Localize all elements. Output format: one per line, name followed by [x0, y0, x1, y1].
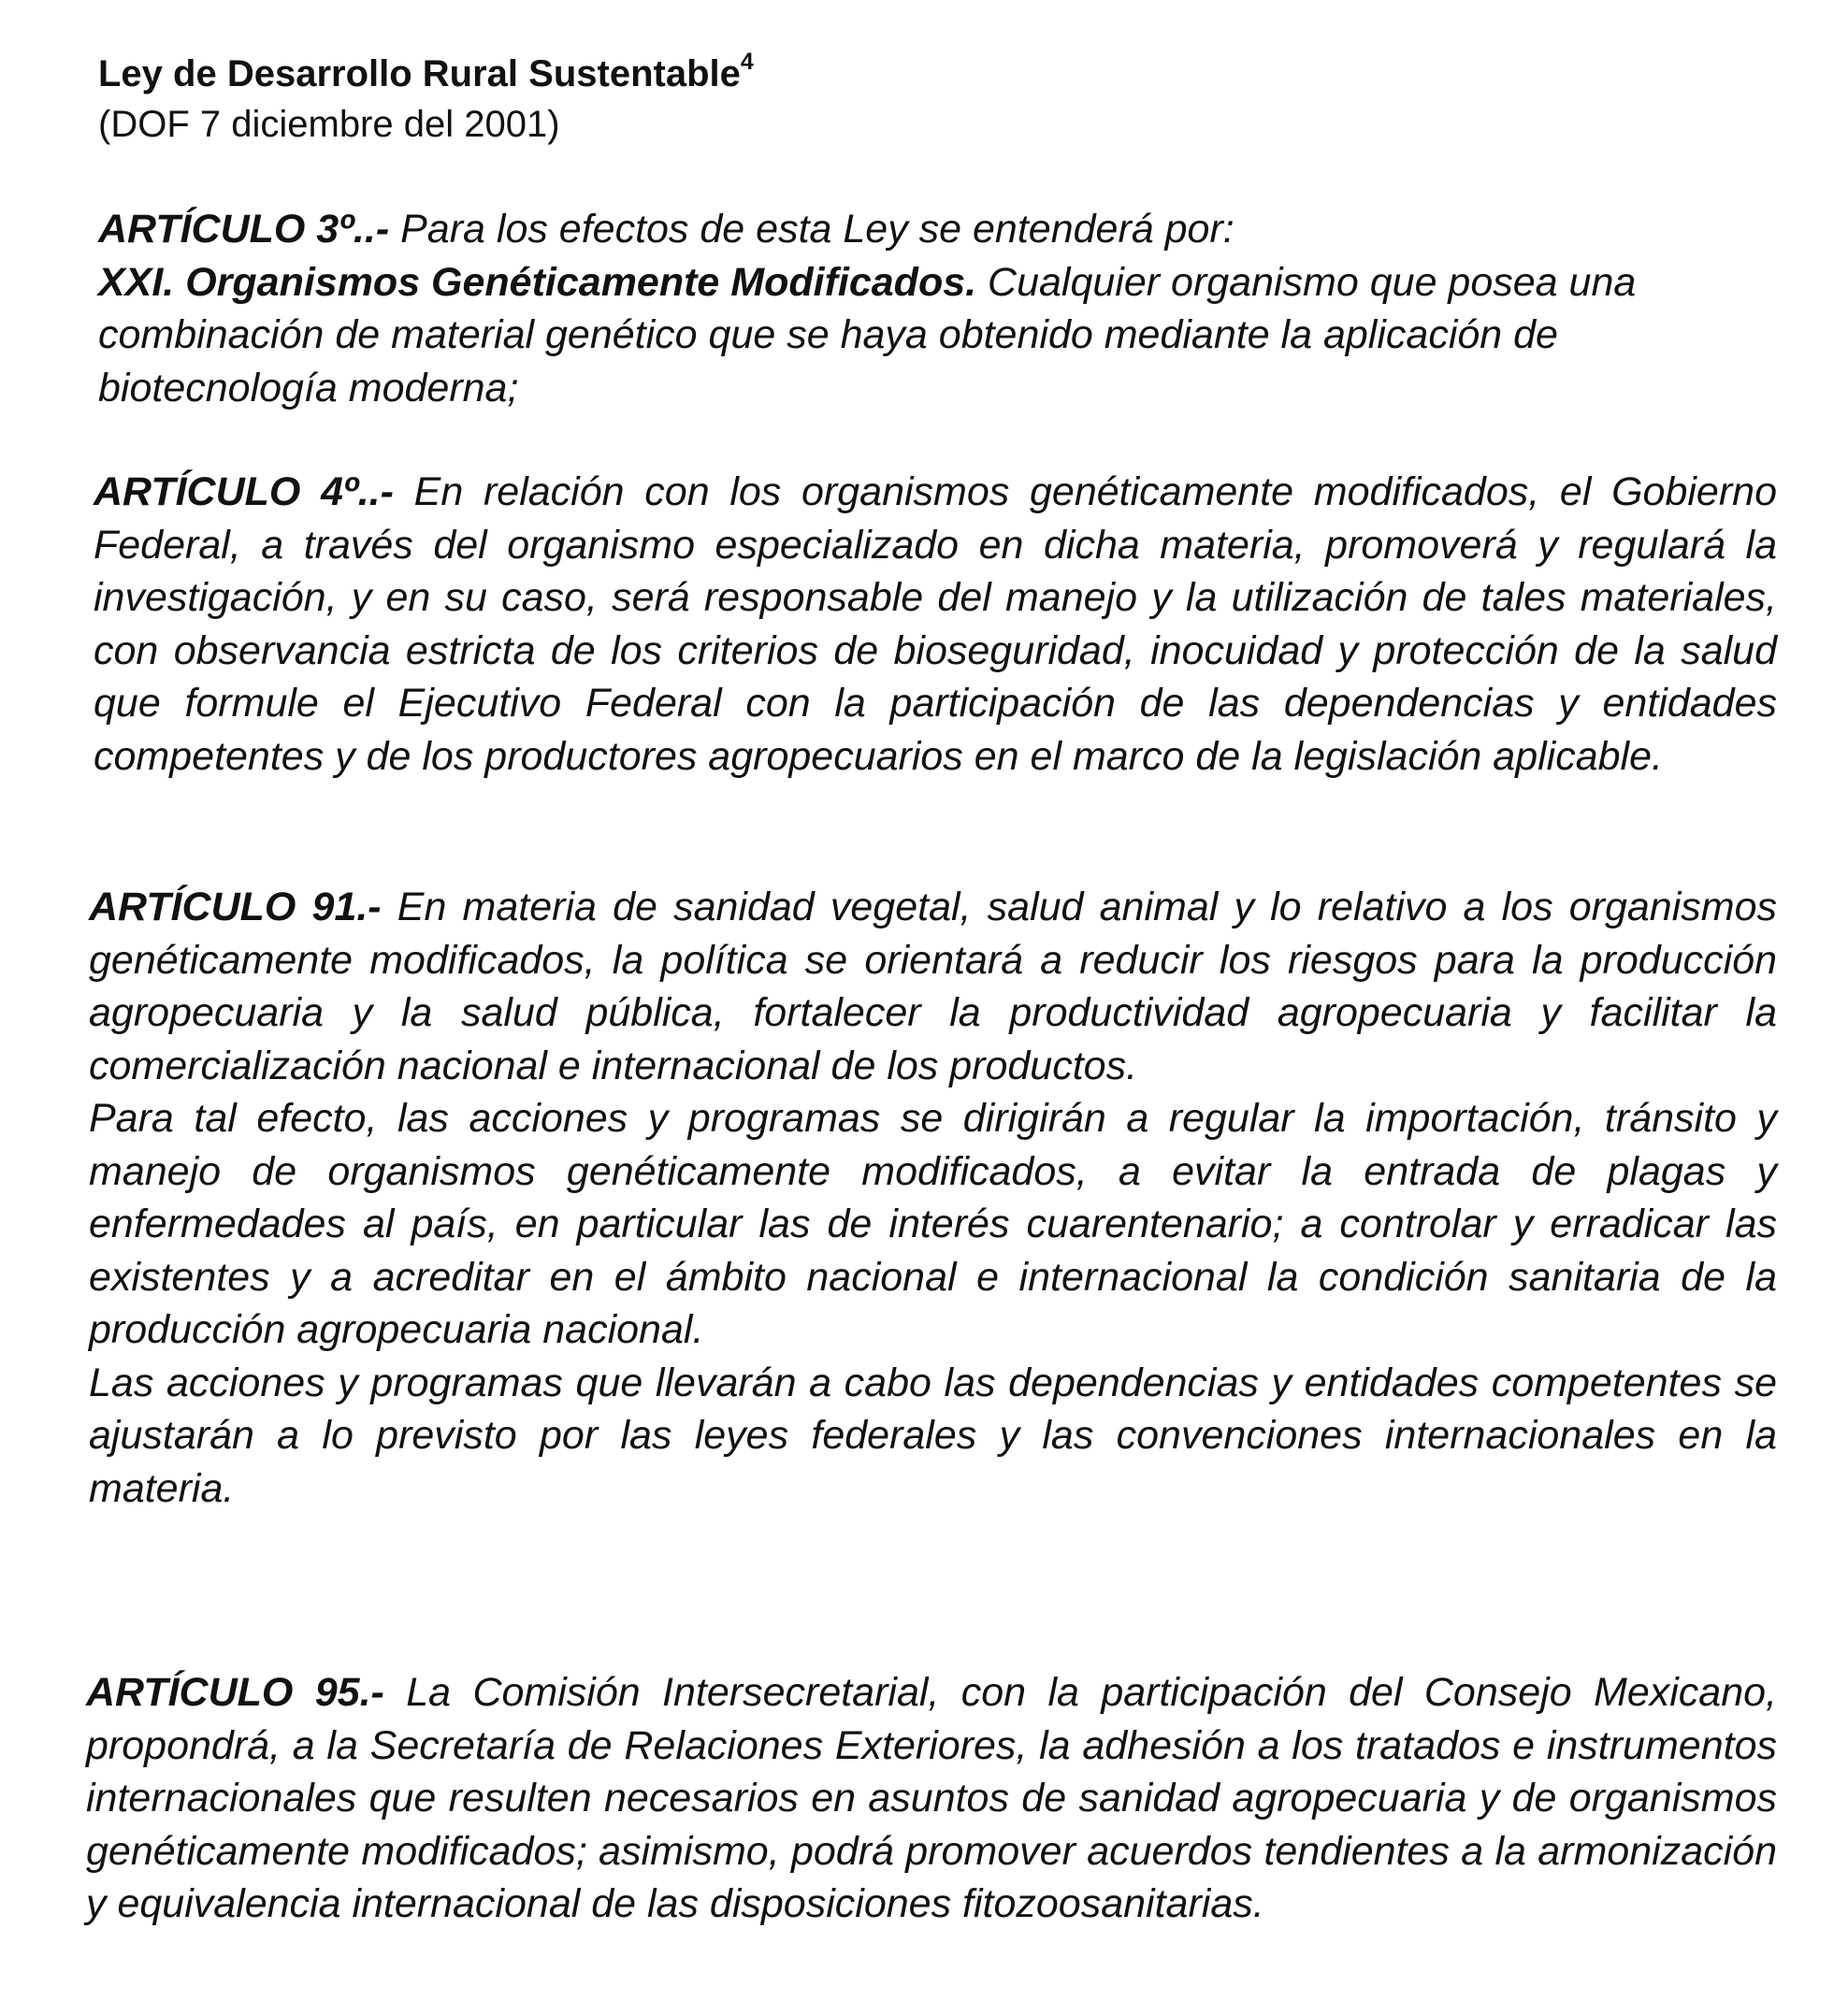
document-body: [86, 49, 1777, 1926]
title-footnote-marker: 4: [740, 49, 754, 75]
article-text: Para los efectos de esta Ley se entenderá por:: [400, 207, 1234, 252]
article-paragraph: [89, 881, 1777, 1092]
article-text: La Comisión Intersecretarial, con la participación del Consejo Mexicano, propondrá, a la Secretaría de Relaciones Exteriores, la adhesión a los tratados e instrumentos internacionales que resulten necesarios en asuntos de sanidad agropecuaria y de organismos genéticamente modificados; asimismo, podrá promover acuerdos tendientes a la armonización y equivalencia internacional de las disposiciones fitozoosanitarias.: [86, 1670, 1777, 1926]
article-text: En materia de sanidad vegetal, salud animal y lo relativo a los organismos genéticamente modificados, la política se orientará a reducir los riesgos para la producción agropecuaria y la salud pública, fortalecer la productividad agropecuaria y facilitar la comercialización nacional e internacional de los productos.: [89, 885, 1777, 1088]
document-title: [98, 49, 1772, 99]
document-header: [98, 49, 1772, 150]
document-title-text: Ley de Desarrollo Rural Sustentable: [98, 53, 741, 94]
article-paragraph: [86, 1666, 1777, 1931]
article-label: ARTÍCULO 3º..-: [98, 207, 390, 252]
definition-term: XXI. Organismos Genéticamente Modificados.: [98, 259, 977, 305]
article-paragraph: [98, 203, 1777, 256]
article-4: [94, 466, 1777, 783]
article-95: [86, 1666, 1777, 1931]
article-label: ARTÍCULO 95.-: [86, 1670, 384, 1715]
article-text: Para tal efecto, las acciones y programas se dirigirán a regular la importación, tránsito y manejo de organismos genéticamente modificados, a evitar la entrada de plagas y enfermedades al país, en particular las de interés cuarentenario; a controlar y erradicar las existentes y a acreditar en el ámbito nacional e internacional la condición sanitaria de la producción agropecuaria nacional.: [89, 1096, 1777, 1352]
article-paragraph: [89, 1357, 1777, 1516]
article-label: ARTÍCULO 91.-: [89, 885, 382, 929]
article-91: [89, 881, 1777, 1515]
document-subtitle: (DOF 7 diciembre del 2001): [98, 104, 560, 145]
article-text: En relación con los organismos genéticamente modificados, el Gobierno Federal, a través del organismo especializado en dicha materia, promoverá y regulará la investigación, y en su caso, será responsable del manejo y la utilización de tales materiales, con observancia estricta de los criterios de bioseguridad, inocuidad y protección de la salud que formule el Ejecutivo Federal con la participación de las dependencias y entidades competentes y de los productores agropecuarios en el marco de la legislación aplicable.: [94, 469, 1777, 779]
article-3: [98, 203, 1777, 414]
article-paragraph: [94, 466, 1777, 783]
article-text: Las acciones y programas que llevarán a cabo las dependencias y entidades competentes se ajustarán a lo previsto por las leyes federales y las convenciones internacionales en la materia.: [89, 1360, 1777, 1511]
article-text: Cualquier organismo que posea una combinación de material genético que se haya obtenido mediante la aplicación de biotecnología moderna;: [98, 259, 1637, 410]
article-paragraph: [89, 1092, 1777, 1357]
article-label: ARTÍCULO 4º..-: [94, 469, 394, 514]
article-paragraph: [98, 256, 1777, 415]
